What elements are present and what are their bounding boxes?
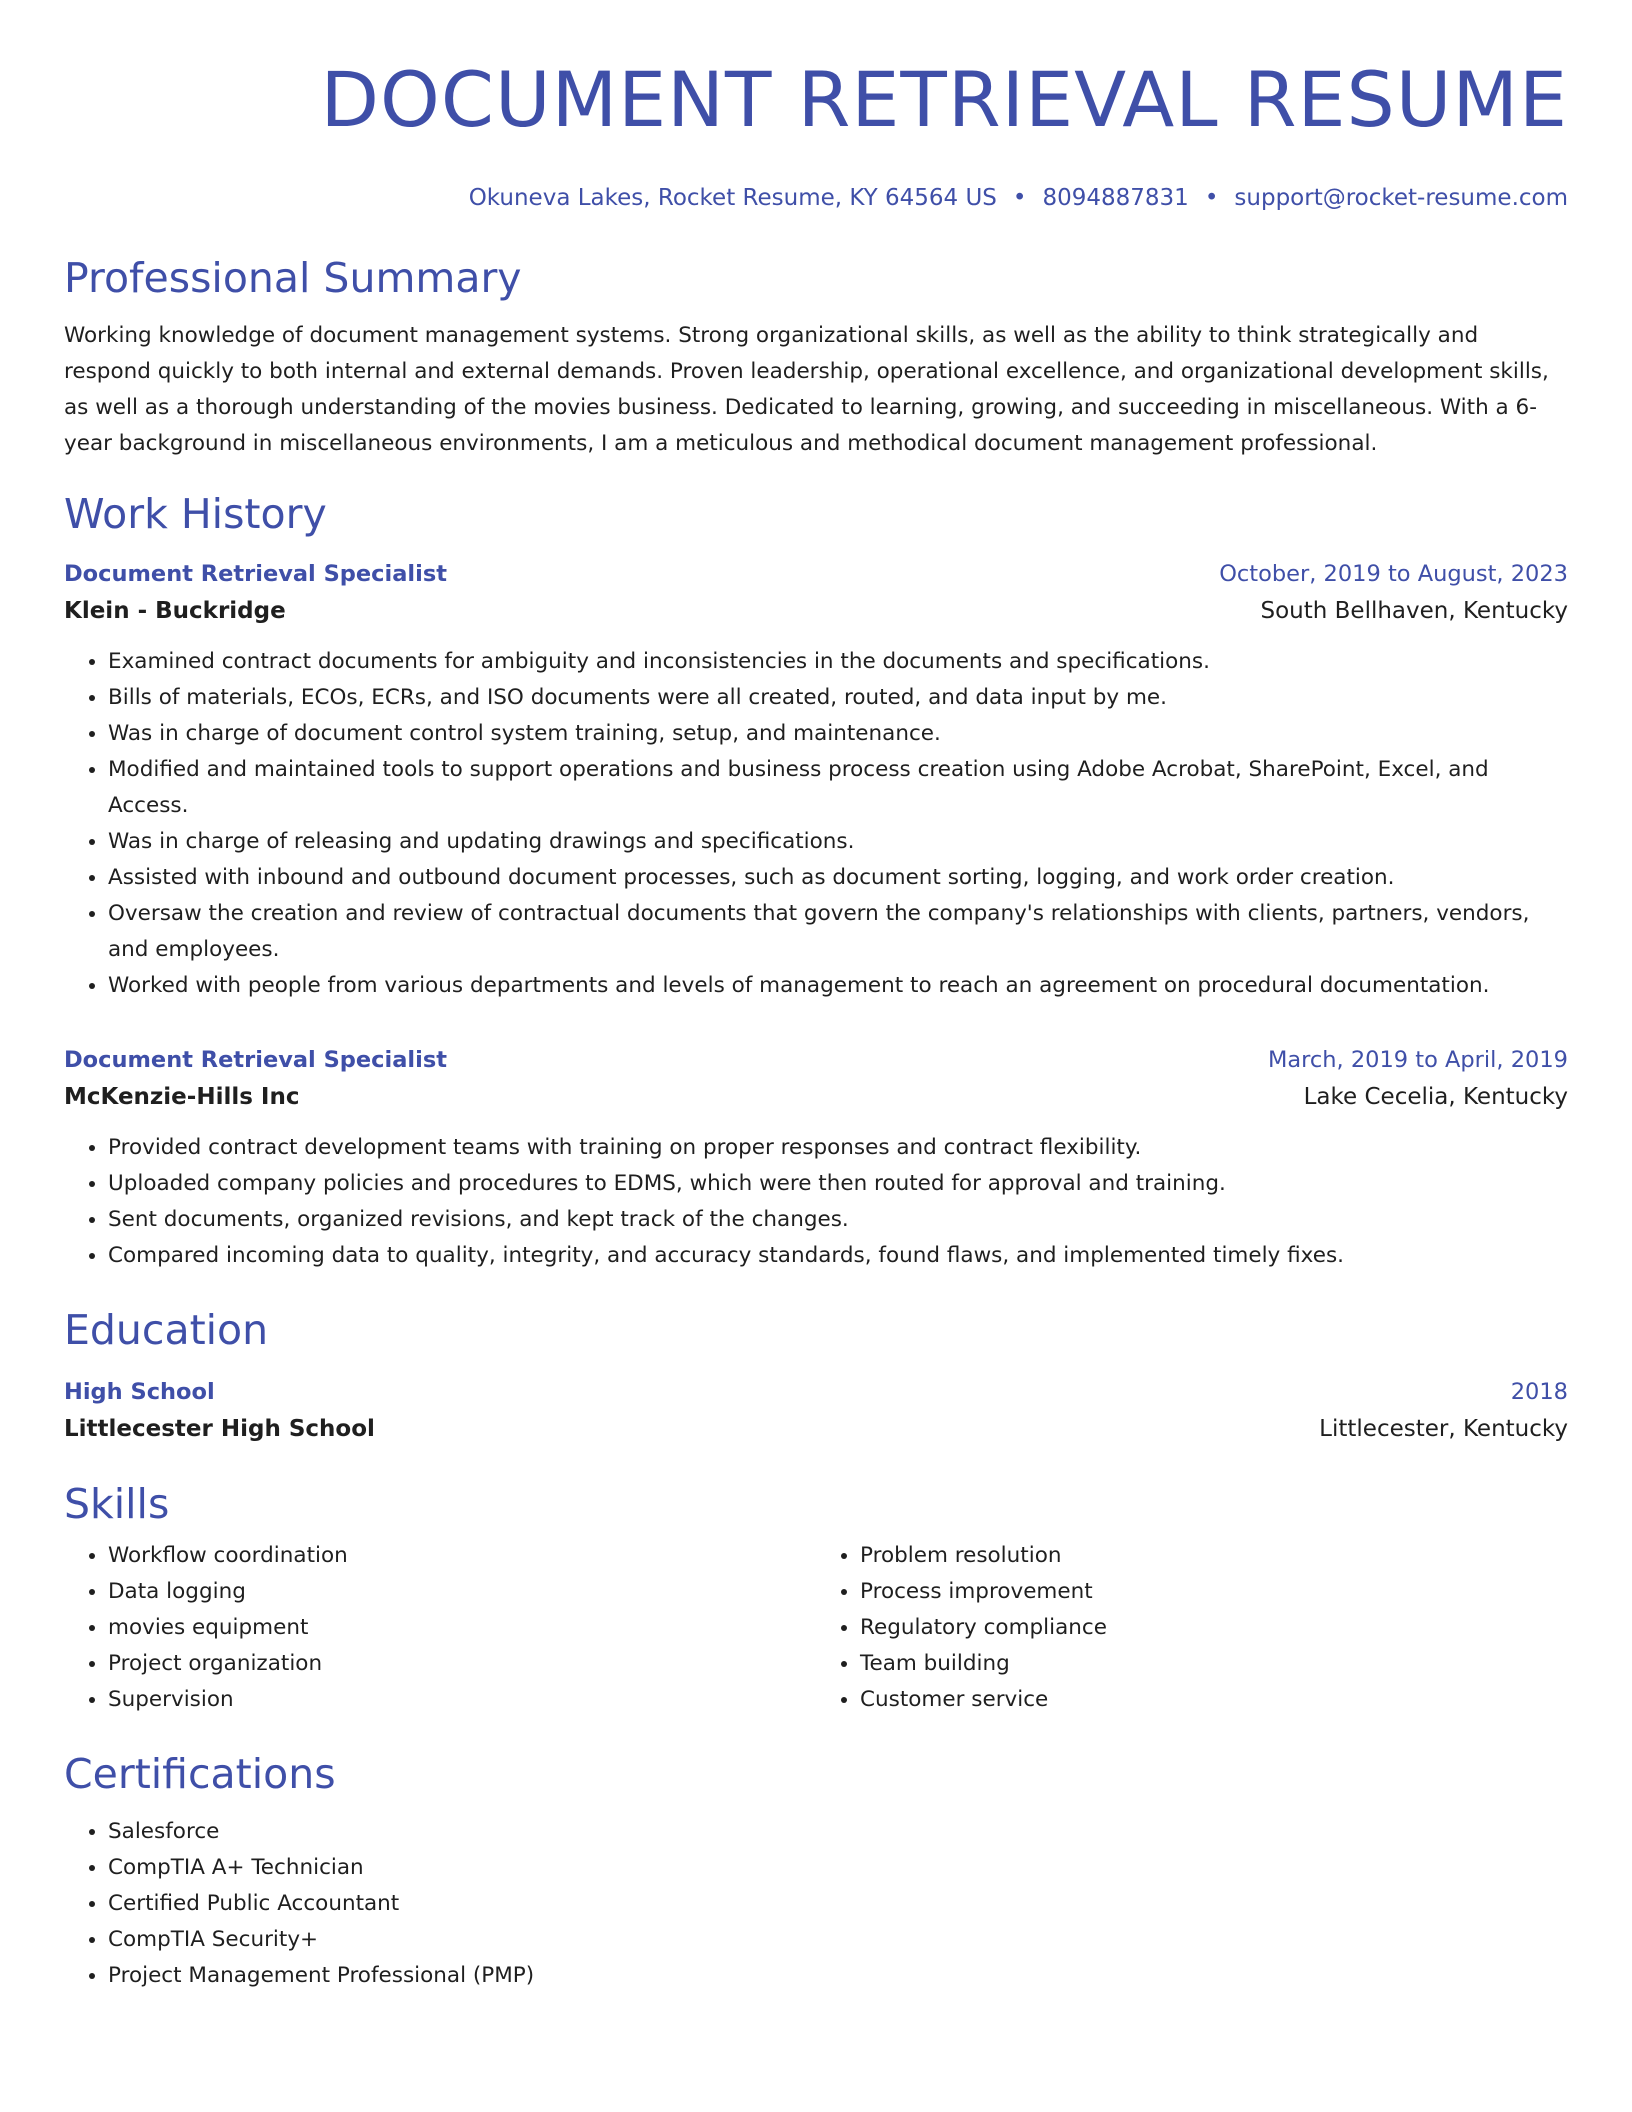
contact-separator: • (1204, 185, 1219, 211)
certification-item: • Project Management Professional (PMP) (108, 1958, 1568, 1994)
skills-column-right (816, 1538, 1568, 1718)
certifications-heading: Certifications (64, 1750, 336, 1798)
skill-item: • Regulatory compliance (860, 1610, 1568, 1646)
job-bullets (64, 1130, 1568, 1274)
skill-item: • Problem resolution (860, 1538, 1568, 1574)
job-bullet: • Oversaw the creation and review of contractual documents that govern the company's relationships with clients, partners, vendors, and employees. (108, 896, 1568, 968)
job-location: Lake Cecelia, Kentucky (1303, 1084, 1568, 1110)
work-history-heading: Work History (64, 490, 327, 538)
skill-item: • movies equipment (108, 1610, 816, 1646)
skills-list (816, 1538, 1568, 1718)
education-heading: Education (64, 1306, 269, 1354)
skill-item: • Data logging (108, 1574, 816, 1610)
job-bullet: • Modified and maintained tools to support operations and business process creation using Adobe Acrobat, SharePoint, Excel, and Access. (108, 752, 1568, 824)
job-company: McKenzie-Hills Inc (64, 1084, 300, 1110)
resume-title: DOCUMENT RETRIEVAL RESUME (320, 55, 1568, 144)
education-school: Littlecester High School (64, 1416, 375, 1442)
skill-item: • Team building (860, 1646, 1568, 1682)
certification-item: • CompTIA A+ Technician (108, 1850, 1568, 1886)
skill-item: • Customer service (860, 1682, 1568, 1718)
job-bullet: • Worked with people from various departments and levels of management to reach an agreement on procedural documentation. (108, 968, 1568, 1004)
job-bullet: • Was in charge of releasing and updating drawings and specifications. (108, 824, 1568, 860)
job-entry (64, 1042, 1568, 1274)
contact-separator: • (1012, 185, 1027, 211)
summary-text: Working knowledge of document management systems. Strong organizational skills, as well as the ability to think strategically and respond quickly to both internal and external demands. Proven leadership, operational excellence, and organizational development skills, as well as a thorough understanding of the movies business. Dedicated to learning, growing, and succeeding in miscellaneous. With a 6-year background in miscellaneous environments, I am a meticulous and methodical document management professional. (64, 323, 1549, 456)
education-year: 2018 (1510, 1379, 1568, 1405)
job-bullet: • Was in charge of document control system training, setup, and maintenance. (108, 716, 1568, 752)
job-bullet: • Compared incoming data to quality, integrity, and accuracy standards, found flaws, and implemented timely fixes. (108, 1238, 1568, 1274)
job-bullet: • Examined contract documents for ambiguity and inconsistencies in the documents and specifications. (108, 644, 1568, 680)
summary-heading: Professional Summary (64, 254, 522, 302)
job-title: Document Retrieval Specialist (64, 1047, 447, 1073)
job-location: South Bellhaven, Kentucky (1260, 598, 1568, 624)
job-bullet: • Assisted with inbound and outbound document processes, such as document sorting, logging, and work order creation. (108, 860, 1568, 896)
contact-line (64, 182, 1568, 214)
job-title: Document Retrieval Specialist (64, 561, 447, 587)
education-location: Littlecester, Kentucky (1319, 1416, 1568, 1442)
certification-item: • Salesforce (108, 1814, 1568, 1850)
job-dates: October, 2019 to August, 2023 (1219, 561, 1568, 587)
education-entry (64, 1374, 1568, 1448)
job-dates: March, 2019 to April, 2019 (1267, 1047, 1568, 1073)
skill-item: • Process improvement (860, 1574, 1568, 1610)
certifications-list (64, 1814, 1568, 1994)
skills-columns (64, 1538, 1568, 1718)
skill-item: • Workflow coordination (108, 1538, 816, 1574)
job-entry (64, 556, 1568, 1004)
job-bullet: • Sent documents, organized revisions, and kept track of the changes. (108, 1202, 1568, 1238)
skills-heading: Skills (64, 1480, 170, 1528)
job-bullet: • Bills of materials, ECOs, ECRs, and ISO documents were all created, routed, and data input by me. (108, 680, 1568, 716)
job-bullets (64, 644, 1568, 1004)
skill-item: • Supervision (108, 1682, 816, 1718)
skills-list (64, 1538, 816, 1718)
job-bullet: • Provided contract development teams with training on proper responses and contract flexibility. (108, 1130, 1568, 1166)
education-degree: High School (64, 1379, 215, 1405)
job-company: Klein - Buckridge (64, 598, 286, 624)
job-bullet: • Uploaded company policies and procedures to EDMS, which were then routed for approval and training. (108, 1166, 1568, 1202)
skill-item: • Project organization (108, 1646, 816, 1682)
skills-column-left (64, 1538, 816, 1718)
certification-item: • Certified Public Accountant (108, 1886, 1568, 1922)
certification-item: • CompTIA Security+ (108, 1922, 1568, 1958)
contact-email: support@rocket-resume.com (1234, 185, 1568, 211)
contact-phone: 8094887831 (1042, 185, 1189, 211)
contact-address: Okuneva Lakes, Rocket Resume, KY 64564 US (468, 185, 997, 211)
